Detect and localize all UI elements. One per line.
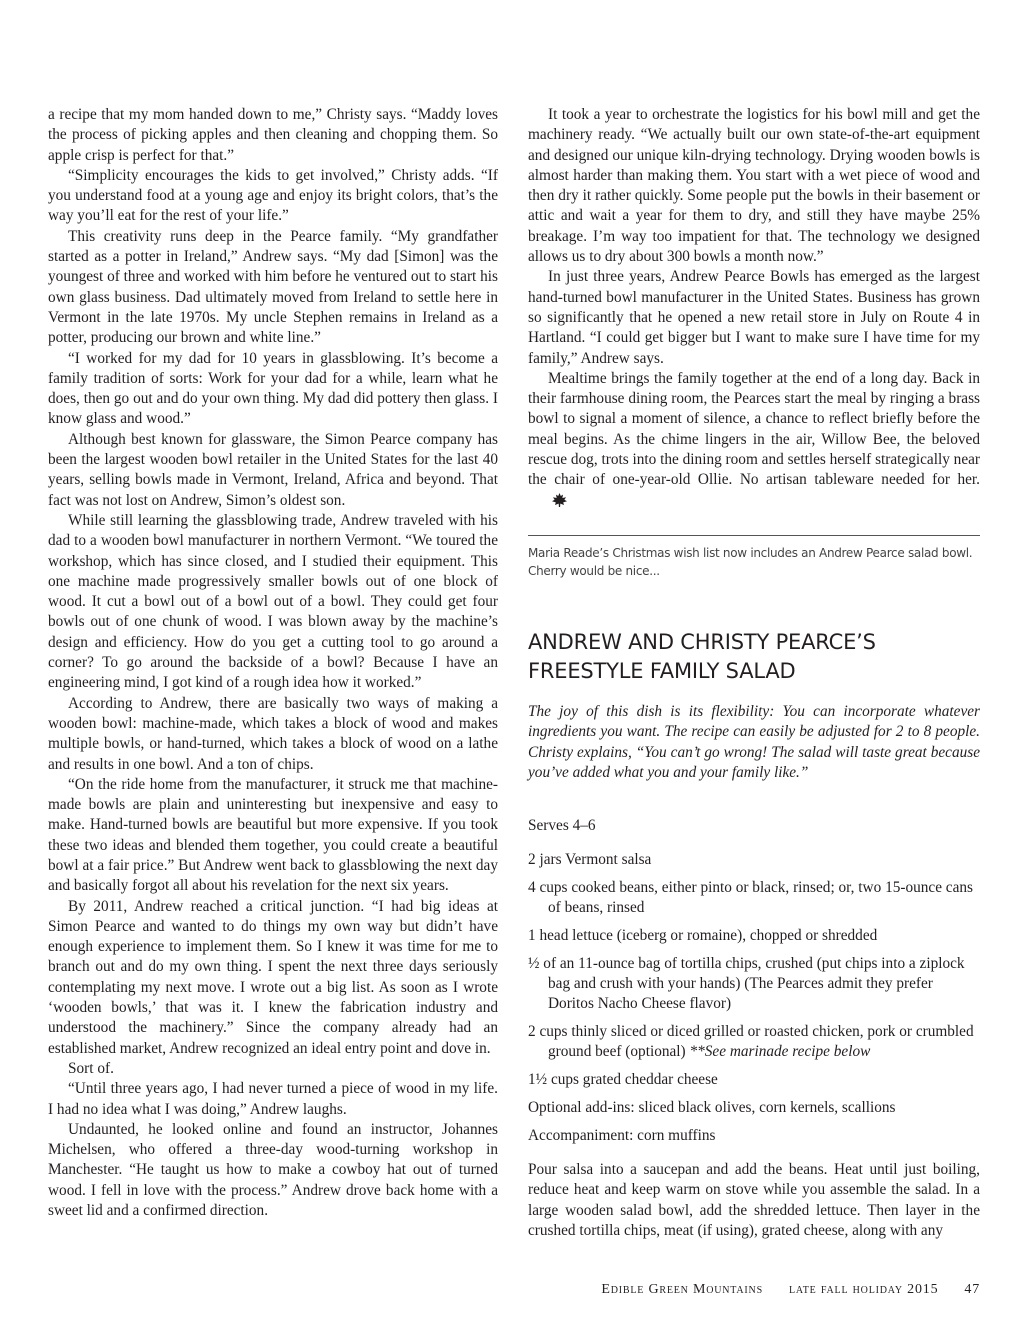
maple-leaf-icon [532,493,567,513]
body-paragraph: In just three years, Andrew Pearce Bowls has emerged as the largest hand-turned bowl manufacturer in the United States. Business has grown so significantly that he opened a new retail store in July on Route 4 in Hartland. “I could get bigger but I want to make sure I have time for my family,” Andrew says. [528,268,980,367]
ingredient-item: 1 head lettuce (iceberg or romaine), chopped or shredded [528,926,878,944]
recipe-method: Pour salsa into a saucepan and add the beans. Heat until just boiling, reduce heat and keep warm on stove while you assemble the salad. In a large wooden salad bowl, add the shredded lettuce. Then layer in the crushed tortilla chips, meat (if using), grated cheese, along with any [528,1160,980,1239]
ingredient-text: 2 cups thinly sliced or diced grilled or roasted chicken, pork or crumbled ground beef (optional) [528,1022,974,1060]
body-paragraph: “I worked for my dad for 10 years in glassblowing. It’s become a family tradition of sorts: Work for your dad for a while, learn what he does, then go out and do your own thing. My dad did pottery then glass. I know glass and wood.” [48,349,498,428]
body-paragraph: Although best known for glassware, the Simon Pearce company has been the largest wooden bowl retailer in the United States for the last 40 years, selling bowls made in Vermont, Ireland, Africa and beyond. That fact was not lost on Andrew, Simon’s oldest son. [48,430,498,509]
body-paragraph: a recipe that my mom handed down to me,” Christy says. “Maddy loves the process of picking apples and then cleaning and chopping them. So apple crisp is perfect for that.” [48,106,498,164]
body-paragraph: Undaunted, he looked online and found an instructor, Johannes Michelsen, who offered a three-day wood-turning workshop in Manchester. “He taught us how to make a cowboy hat out of turned wood. I fell in love with the process.” Andrew drove back home with a sweet lid and a confirmed direction. [48,1120,498,1220]
recipe-title-line: FREESTYLE FAMILY SALAD [528,658,796,683]
body-paragraph: “On the ride home from the manufacturer, it struck me that machine-made bowls are plain and uninteresting but inexpensive and easy to make. Hand-turned bowls are beautiful but more expensive. If you took these two ideas and blended them together, you could create a beautiful bowl at a fair price.” But Andrew went back to glassblowing the next day and basically forgot all about his revelation for the next six years. [48,775,498,895]
ingredient-item: 4 cups cooked beans, either pinto or black, rinsed; or, two 15-ounce cans of beans, rinsed [528,878,973,916]
body-paragraph: This creativity runs deep in the Pearce family. “My grandfather started as a potter in Ireland,” Andrew says. “My dad [Simon] was the youngest of three and worked with him before he ventured out to start his own glass business. Dad ultimately moved from Ireland to settle here in Vermont in the late 1970s. My uncle Stephen remains in Ireland as a potter, producing our brown and white line.” [48,227,498,347]
body-paragraph: Sort of. [68,1059,114,1077]
body-paragraph: It took a year to orchestrate the logistics for his bowl mill and get the machinery ready. “We actually built our own state-of-the-art equipment and designed our unique kiln-drying technology. Drying wooden bowls is almost harder than making them. You start with a wet piece of wood and then dry it rather quickly. Some people put the bowls in their basement or attic and wait a year for them to dry, and still they have maybe 25% breakage. I’m way too impatient for that. The technology we designed allows us to dry about 300 bowls a month now.” [528,106,980,266]
body-paragraph: “Until three years ago, I had never turned a piece of wood in my life. I had no idea what I was doing,” Andrew laughs. [48,1080,498,1118]
recipe-serves: Serves 4–6 [528,816,596,834]
page-number: 47 [964,1282,980,1297]
ingredient-item: Optional add-ins: sliced black olives, corn kernels, scallions [528,1098,896,1116]
page-footer [508,1282,980,1298]
recipe-intro: The joy of this dish is its flexibility: You can incorporate whatever ingredients you want. The recipe can easily be adjusted for 2 to 8 people. Christy explains, “You can’t go wrong! The salad will taste great because you’ve added what you and your family like.” [528,702,980,782]
right-column [528,105,980,1241]
body-paragraph: While still learning the glassblowing trade, Andrew traveled with his dad to a wooden bowl manufacturer in northern Vermont. “We toured the workshop, which has since closed, and I studied their equipment. This one machine made progressively smaller bowls out of one block of wood. It cut a bowl out of a bowl out of a bowl. They could get four bowls out of one chunk of wood. I was blown away by the machine’s design and efficiency. How do you get a cutting tool to go around a corner? To go around the backside of a bowl? Because I have an engineering mind, I got kind of a rough idea how it worked.” [48,511,498,692]
author-bio: Maria Reade’s Christmas wish list now includes an Andrew Pearce salad bowl. Cherry would be nice... [528,545,973,578]
ingredient-item: 1½ cups grated cheddar cheese [528,1070,718,1088]
ingredient-item: ½ of an 11-ounce bag of tortilla chips, crushed (put chips into a ziplock bag and crush with your hands) (The Pearces admit they prefer Doritos Nacho Cheese flavor) [528,954,965,1012]
closing-paragraph-text: Mealtime brings the family together at the end of a long day. Back in their farmhouse dining room, the Pearces start the meal by ringing a brass bowl to signal a moment of silence, a chance to reflect briefly before the meal begins. As the chime lingers in the air, Willow Bee, the beloved rescue dog, trots into the dining room and settles herself strategically near the chair of one-year-old Ollie. No artisan tableware needed for her. [528,369,980,489]
body-paragraph [528,369,980,513]
ingredient-list [528,850,980,1146]
recipe-title-line: ANDREW AND CHRISTY PEARCE’S [528,629,876,654]
body-paragraph: By 2011, Andrew reached a critical junction. “I had big ideas at Simon Pearce and wanted to do things my own way but didn’t have enough experience to implement them. So I knew it was time for me to branch out and do my own thing. I spent the next three days seriously contemplating my next move. I wrote out a big list. As soon as I wrote ‘wooden bowls,’ that was it. I knew the fabrication industry and understood the machinery.” Since the company already had an established market, Andrew recognized an ideal entry point and dove in. [48,897,498,1057]
ingredient-item [528,1022,980,1062]
recipe-title [528,628,980,686]
issue-name: late fall holiday 2015 [788,1282,939,1297]
ingredient-item: 2 jars Vermont salsa [528,850,652,868]
body-paragraph: According to Andrew, there are basically two ways of making a wooden bowl: machine-made, which takes a block of wood and makes multiple bowls, or hand-turned, which takes a block of wood on a lathe and results in one bowl. And a ton of chips. [48,694,498,773]
divider [528,535,980,536]
publication-name: Edible Green Mountains [601,1282,763,1297]
body-paragraph: “Simplicity encourages the kids to get involved,” Christy adds. “If you understand food at a young age and enjoy its bright colors, that’s the way you’ll eat for the rest of your life.” [48,166,498,225]
ingredient-note: **See marinade recipe below [689,1042,871,1060]
left-column [48,105,498,1221]
ingredient-item: Accompaniment: corn muffins [528,1126,716,1144]
